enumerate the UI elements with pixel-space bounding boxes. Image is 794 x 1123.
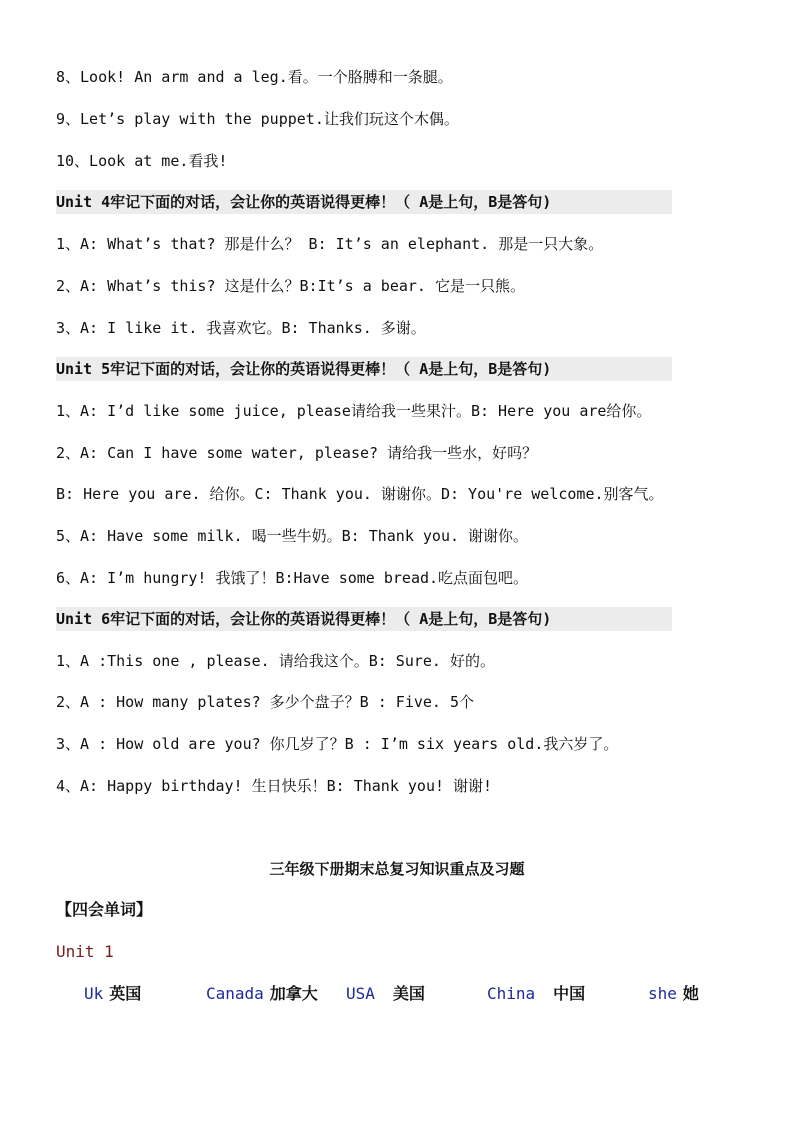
vocab-zh: 中国 [553, 984, 586, 1003]
line-8: 8、Look! An arm and a leg.看。一个胳膊和一条腿。 [56, 68, 453, 86]
vocab-zh: 美国 [392, 984, 425, 1003]
unit5-line-5: 6、A: I’m hungry! 我饿了！B:Have some bread.吃点面包吧。 [56, 569, 529, 587]
vocab-item-canada [206, 982, 318, 1006]
vocab-item-uk [84, 982, 141, 1006]
vocab-item-usa [346, 982, 425, 1006]
vocab-en: China [487, 984, 536, 1003]
unit6-heading: Unit 6牢记下面的对话，会让你的英语说得更棒！（ A是上句，B是答句) [56, 607, 672, 631]
vocab-zh: 英国 [109, 984, 142, 1003]
section-title: 【四会单词】 [56, 900, 153, 919]
vocab-en: she [648, 984, 677, 1003]
unit4-line-2: 2、A: What’s this? 这是什么？B:It’s a bear. 它是一只熊。 [56, 277, 525, 295]
vocab-en: Canada [206, 984, 264, 1003]
vocab-item-she [648, 982, 699, 1006]
unit5-heading: Unit 5牢记下面的对话，会让你的英语说得更棒！（ A是上句，B是答句) [56, 357, 672, 381]
unit1-label: Unit 1 [56, 942, 114, 961]
unit6-line-2: 2、A : How many plates? 多少个盘子？B : Five. 5个 [56, 693, 475, 711]
line-9: 9、Let’s play with the puppet.让我们玩这个木偶。 [56, 110, 459, 128]
unit4-line-3: 3、A: I like it. 我喜欢它。B: Thanks. 多谢。 [56, 319, 426, 337]
review-title: 三年级下册期末总复习知识重点及习题 [269, 860, 525, 878]
unit6-line-1: 1、A :This one , please. 请给我这个。B: Sure. 好的。 [56, 652, 495, 670]
vocab-zh: 加拿大 [269, 984, 318, 1003]
line-10: 10、Look at me.看我! [56, 152, 228, 170]
unit5-line-1: 1、A: I’d like some juice, please请给我一些果汁。B: Here you are给你。 [56, 402, 652, 420]
unit4-line-1: 1、A: What’s that? 那是什么？ B: It’s an elephant. 那是一只大象。 [56, 235, 604, 253]
vocab-en: Uk [84, 984, 104, 1003]
vocab-en: USA [346, 984, 375, 1003]
unit5-line-3: B: Here you are. 给你。C: Thank you. 谢谢你。D: You're welcome.别客气。 [56, 485, 664, 503]
unit6-line-3: 3、A : How old are you? 你几岁了？B : I’m six years old.我六岁了。 [56, 735, 619, 753]
vocab-item-china [487, 982, 585, 1006]
vocab-zh: 她 [682, 984, 699, 1003]
unit5-line-4: 5、A: Have some milk. 喝一些牛奶。B: Thank you. 谢谢你。 [56, 527, 529, 545]
unit5-line-2: 2、A: Can I have some water, please? 请给我一些水，好吗？ [56, 444, 538, 462]
unit4-heading: Unit 4牢记下面的对话，会让你的英语说得更棒！（ A是上句，B是答句) [56, 190, 672, 214]
unit6-line-4: 4、A: Happy birthday! 生日快乐！B: Thank you! 谢谢! [56, 777, 493, 795]
